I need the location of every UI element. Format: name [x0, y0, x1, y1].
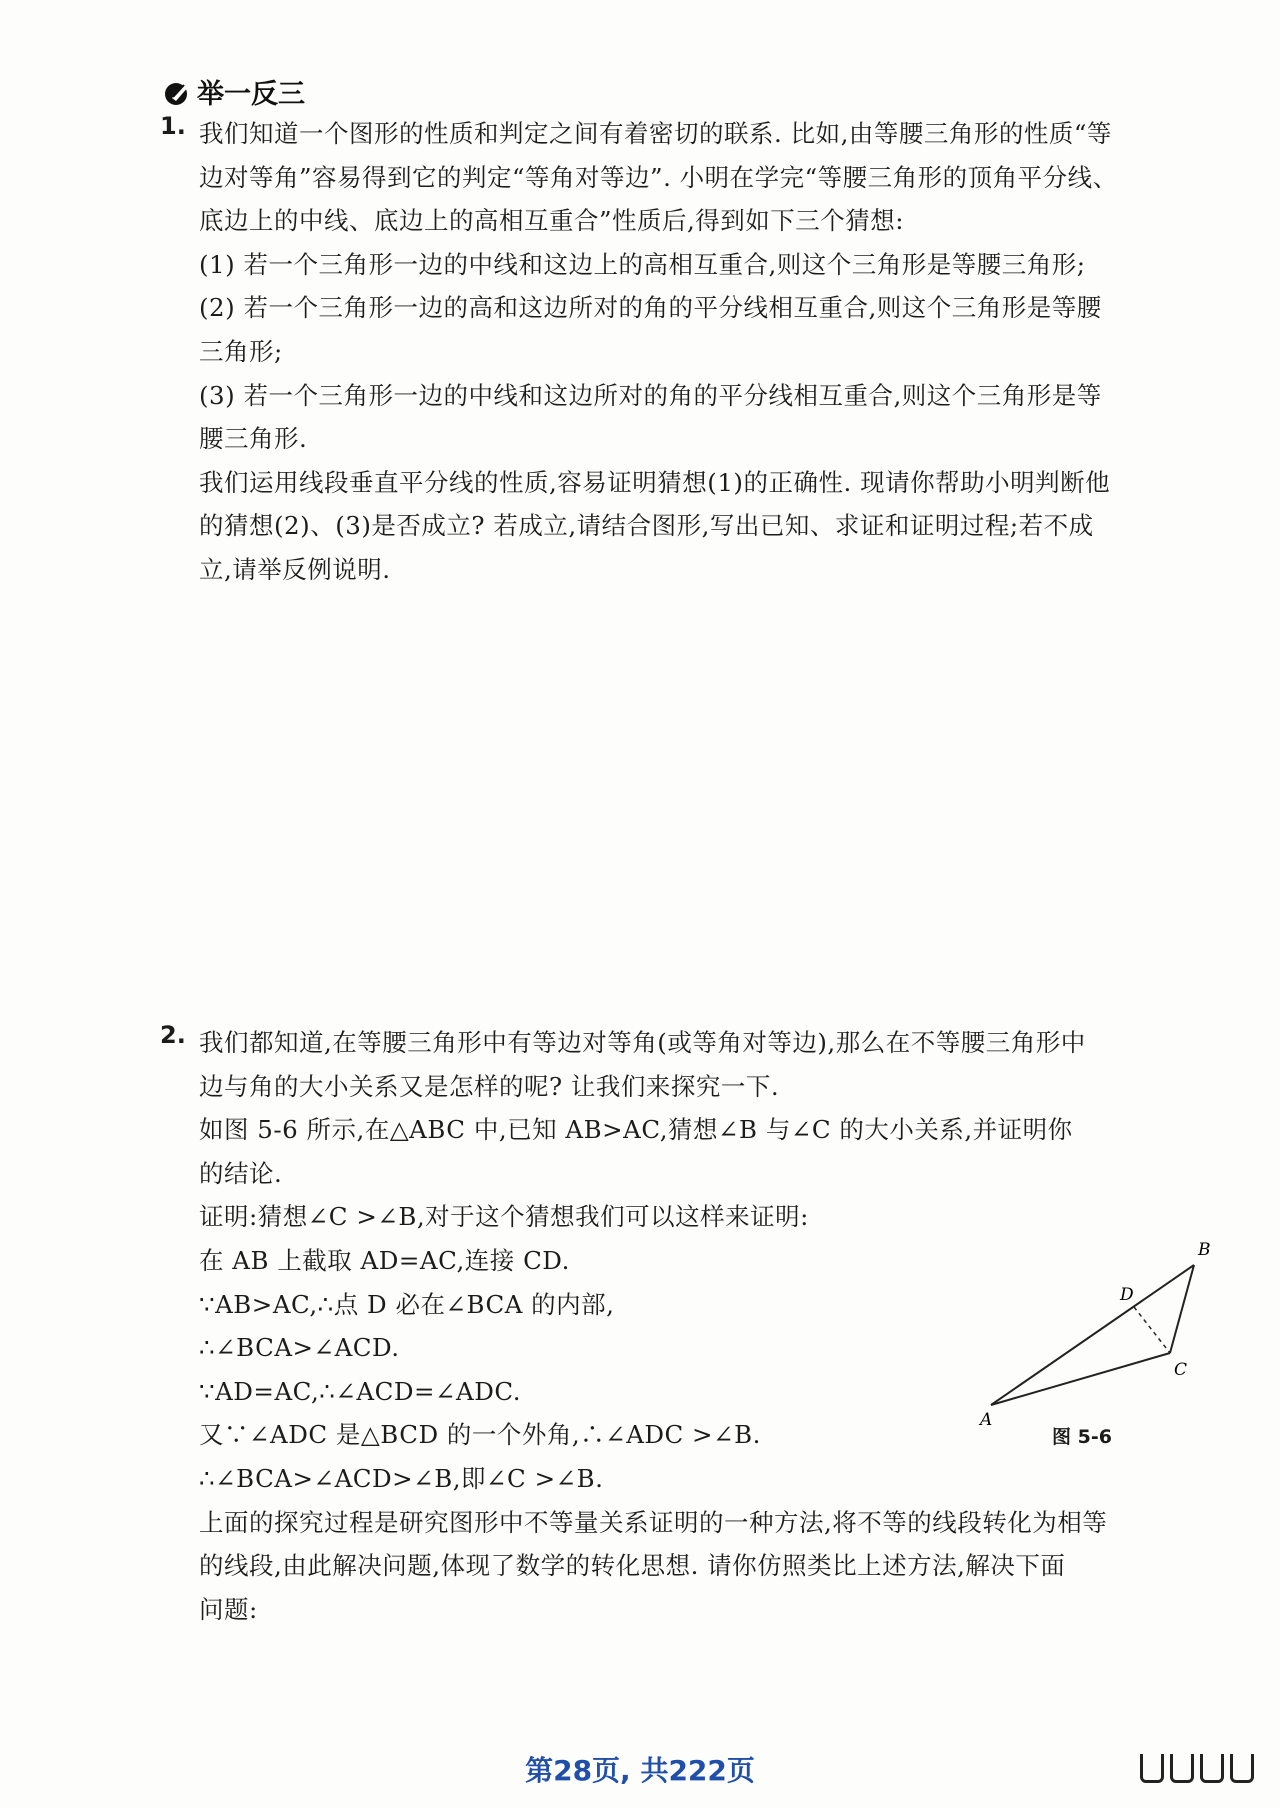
- text-line: 底边上的中线、底边上的高相互重合”性质后,得到如下三个猜想:: [199, 206, 905, 236]
- proof-line: 证明:猜想∠C >∠B,对于这个猜想我们可以这样来证明:: [199, 1202, 809, 1232]
- text-line: 我们运用线段垂直平分线的性质,容易证明猜想(1)的正确性. 现请你帮助小明判断他: [199, 467, 1111, 497]
- proof-line: ∴∠BCA>∠ACD.: [199, 1333, 400, 1363]
- text-line: (3) 若一个三角形一边的中线和这边所对的角的平分线相互重合,则这个三角形是等: [199, 380, 1102, 410]
- text-line: (1) 若一个三角形一边的中线和这边上的高相互重合,则这个三角形是等腰三角形;: [199, 249, 1086, 279]
- text-line: 问题:: [199, 1594, 258, 1624]
- text-line: 我们知道一个图形的性质和判定之间有着密切的联系. 比如,由等腰三角形的性质“等: [199, 119, 1112, 148]
- proof-line: ∴∠BCA>∠ACD>∠B,即∠C >∠B.: [199, 1463, 604, 1493]
- page-indicator: 第28页, 共222页: [525, 1754, 755, 1787]
- segment-AC: [991, 1353, 1170, 1405]
- proof-line: 在 AB 上截取 AD=AC,连接 CD.: [199, 1245, 570, 1275]
- page-edge-mark: [1140, 1754, 1164, 1783]
- proof-line: 又∵∠ADC 是△BCD 的一个外角,∴∠ADC >∠B.: [199, 1420, 761, 1450]
- text-line: 边与角的大小关系又是怎样的呢? 让我们来探究一下.: [199, 1071, 780, 1101]
- text-line: 立,请举反例说明.: [199, 554, 391, 584]
- text-line: (2) 若一个三角形一边的高和这边所对的角的平分线相互重合,则这个三角形是等腰: [199, 293, 1102, 323]
- text-line: 的猜想(2)、(3)是否成立? 若成立,请结合图形,写出已知、求证和证明过程;若不成: [199, 511, 1094, 541]
- section-title: 举一反三: [197, 79, 305, 110]
- problem-body: [199, 112, 1220, 592]
- page-edge-mark: [1230, 1754, 1254, 1783]
- label-D: D: [1120, 1285, 1134, 1305]
- section-heading: [163, 72, 305, 111]
- text-line: 的结论.: [199, 1158, 283, 1188]
- label-B: B: [1198, 1240, 1211, 1260]
- text-line: 的线段,由此解决问题,体现了数学的转化思想. 请你仿照类比上述方法,解决下面: [199, 1551, 1066, 1581]
- problem-number: 1.: [160, 112, 186, 140]
- text-line: 我们都知道,在等腰三角形中有等边对等角(或等角对等边),那么在不等腰三角形中: [199, 1028, 1086, 1057]
- segment-CD-dashed: [1134, 1307, 1170, 1353]
- label-C: C: [1174, 1360, 1188, 1380]
- text-line: 边对等角”容易得到它的判定“等角对等边”. 小明在学完“等腰三角形的顶角平分线、: [199, 162, 1118, 192]
- proof-line: ∵AB>AC,∴点 D 必在∠BCA 的内部,: [199, 1289, 615, 1319]
- segment-AB: [991, 1265, 1194, 1405]
- figure-caption: 图 5-6: [1052, 1426, 1112, 1448]
- problem-number: 2.: [160, 1021, 186, 1049]
- text-line: 腰三角形.: [199, 424, 308, 454]
- text-line: 如图 5-6 所示,在△ABC 中,已知 AB>AC,猜想∠B 与∠C 的大小关系,并证明你: [199, 1115, 1073, 1145]
- pencil-badge-icon: [163, 77, 193, 107]
- page-edge-mark: [1200, 1754, 1224, 1783]
- page-edge-marks: [1140, 1754, 1254, 1783]
- problem-1: [160, 112, 1220, 592]
- proof-line: ∵AD=AC,∴∠ACD=∠ADC.: [199, 1376, 522, 1406]
- label-A: A: [980, 1410, 993, 1430]
- text-line: 三角形;: [199, 336, 283, 366]
- page-edge-mark: [1170, 1754, 1194, 1783]
- text-line: 上面的探究过程是研究图形中不等量关系证明的一种方法,将不等的线段转化为相等: [199, 1507, 1108, 1537]
